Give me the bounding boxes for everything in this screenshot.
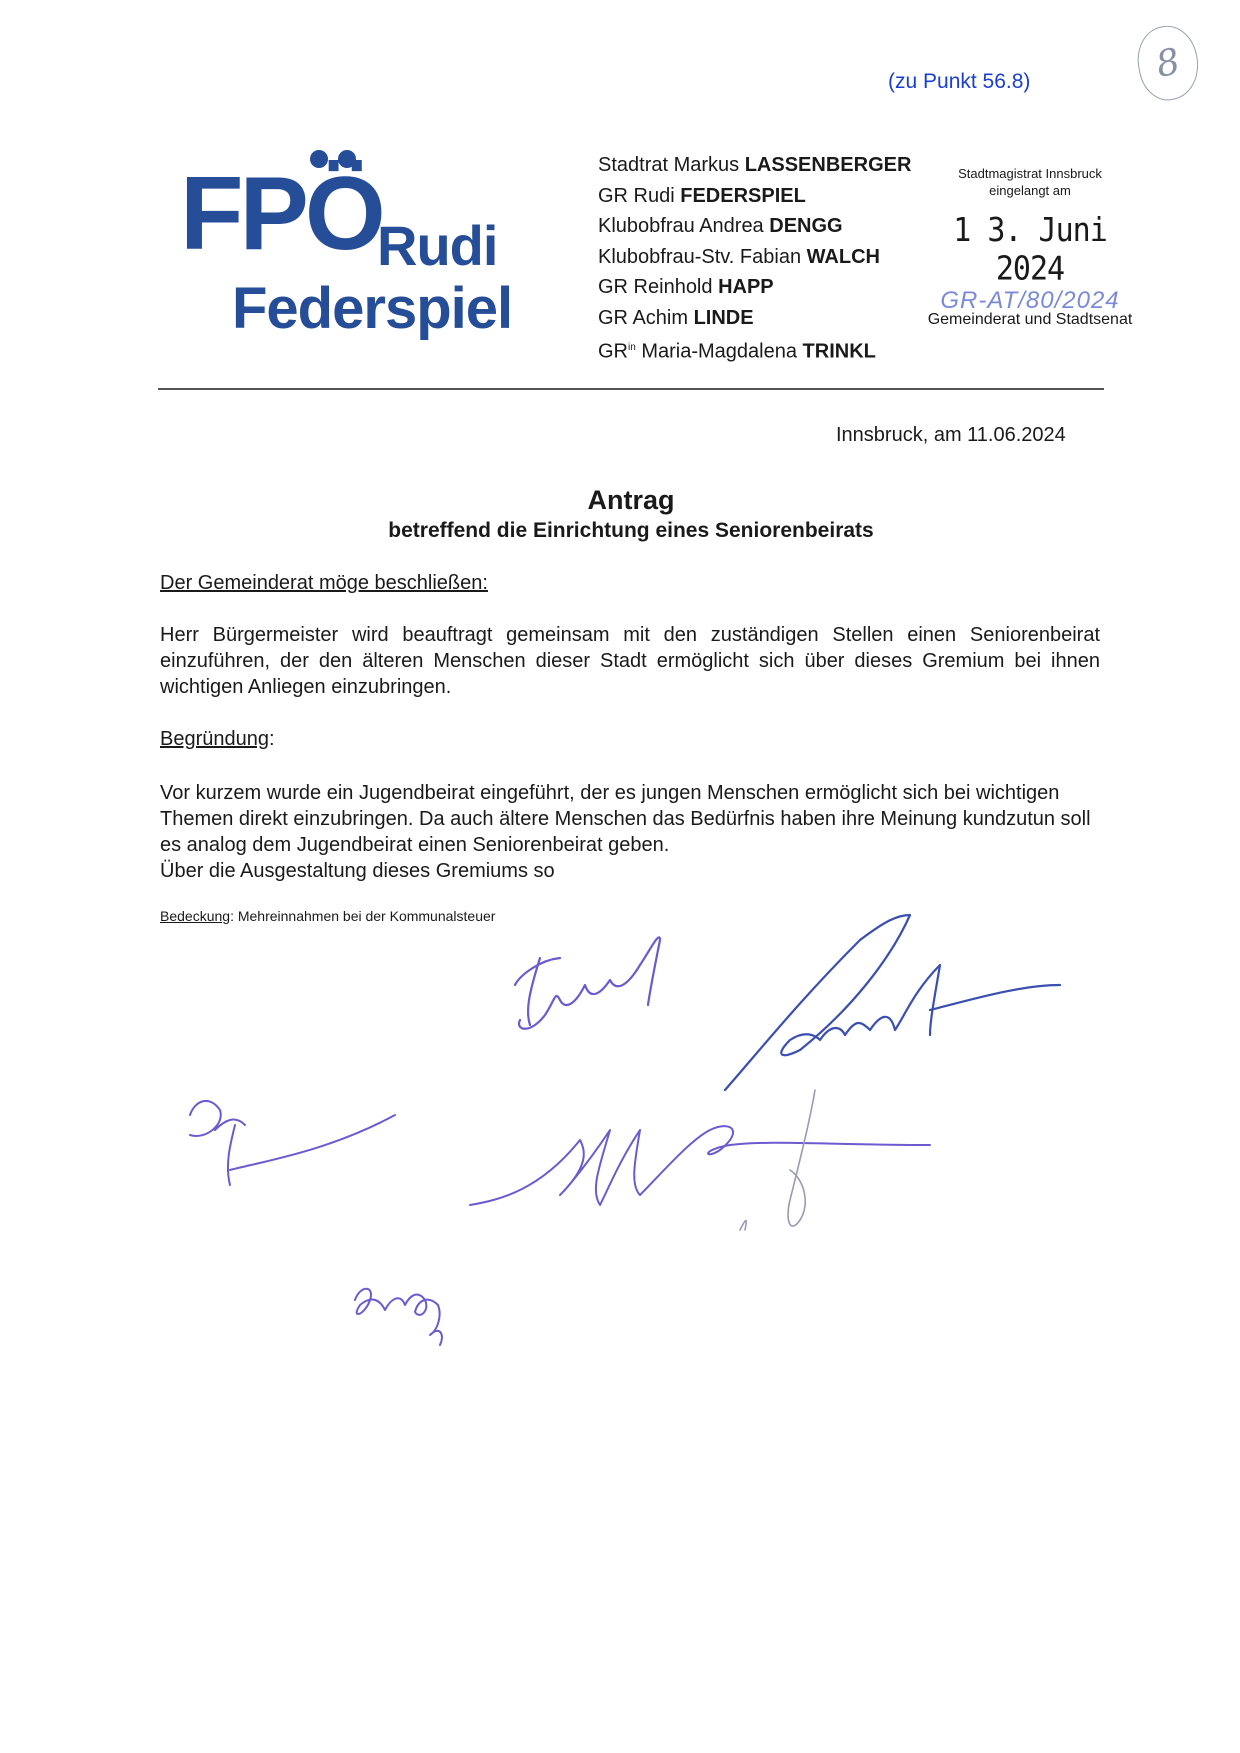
member-row: GR Rudi FEDERSPIEL: [598, 184, 806, 207]
member-row: Stadtrat Markus LASSENBERGER: [598, 154, 912, 176]
decision-text: Herr Bürgermeister wird beauftragt gemeinsam mit den zuständigen Stellen einen Seniorenbeirat einzuführen, der den älteren Menschen dieser Stadt ermöglicht sich über dieses Gremium bei ihnen wichtigen Anliegen einzubringen.: [160, 624, 1100, 698]
stamp-received-label: eingelangt am: [989, 183, 1071, 198]
reason-heading: Begründung:: [160, 728, 275, 750]
document-subtitle: betreffend die Einrichtung eines Seniorenbeirats: [388, 519, 874, 542]
logo-federspiel: Federspiel: [232, 276, 513, 341]
stamp-reference: GR-AT/80/2024: [940, 287, 1120, 314]
member-row: GR Reinhold HAPP: [598, 276, 774, 298]
logo-fpo: FPÖ: [180, 156, 382, 272]
document-title: Antrag: [587, 485, 675, 515]
signature-trinkl: [515, 937, 660, 1028]
coverage-note: Bedeckung: Mehreinnahmen bei der Kommunalsteuer: [160, 908, 496, 924]
stamp-department: Gemeinderat und Stadtsenat: [927, 311, 1133, 328]
member-row: Klubobfrau Andrea DENGG: [598, 215, 843, 237]
decision-heading: Der Gemeinderat möge beschließen:: [160, 572, 488, 594]
stamp-date: 1 3. Juni 2024: [953, 211, 1107, 289]
reason-text: Vor kurzem wurde ein Jugendbeirat eingeführt, der es jungen Menschen ermöglicht sich bei wichtigen Themen direkt einzubringen. Da auch ältere Menschen das Bedürfnis haben ihre Meinung kundzutun soll es analog dem Jugendbeirat einen Seniorenbeirat geben. Über die Ausgestaltung dieses Gremiums so: [160, 782, 1091, 882]
member-row: Klubobfrau-Stv. Fabian WALCH: [598, 245, 880, 268]
agenda-reference: (zu Punkt 56.8): [888, 70, 1031, 93]
signature-lassenberger: [725, 915, 1060, 1090]
signature-dengg: [355, 1289, 442, 1345]
handwritten-page-number: 8: [1131, 21, 1205, 106]
party-logo: [180, 150, 513, 350]
header-divider: [158, 388, 1104, 390]
logo-rudi: Rudi: [377, 214, 498, 277]
member-row: GR Achim LINDE: [598, 306, 754, 329]
member-row: $GR^{in}$ Maria-Magdalena TRINKL: [598, 340, 876, 363]
signature-happ: [470, 1126, 930, 1205]
signature-linde: [740, 1090, 815, 1230]
stamp-authority: Stadtmagistrat Innsbruck: [958, 166, 1102, 181]
receipt-stamp: [915, 165, 1145, 329]
member-list: [598, 150, 911, 367]
place-date: Innsbruck, am 11.06.2024: [836, 424, 1066, 446]
signature-dengg-initials: [190, 1101, 395, 1185]
